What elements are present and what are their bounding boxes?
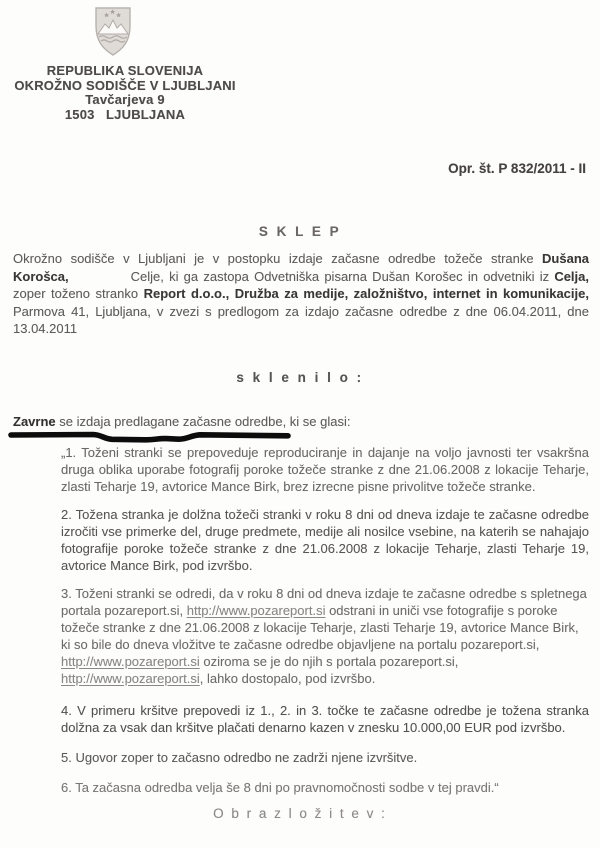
letterhead-line-country: REPUBLIKA SLOVENIJA (46, 63, 204, 78)
order-point-3-text: , lahko dostopalo, pod izvršbo. (199, 671, 376, 686)
ruling-rest: se izdaja predlagane začasne odredbe, ki se glasi: (55, 414, 351, 429)
order-point-1: „1. Toženi stranki se prepoveduje reproduciranje in dajanje na voljo javnosti ter vsakršna druga oblika uporabe fotografij poroke tožeče stranke z dne 21.06.2008 z lokacije Teharje, zlasti Teharje 19, avtorice Mance Birk, brez izrecne pisne privolitve tožeče stranke. (61, 445, 589, 494)
pozareport-url: http://www.pozareport.si (61, 671, 200, 686)
ruling-bold-word: Zavrne (13, 414, 56, 429)
defendant-name: Report d.o.o., Družba za medije, založništvo, internet in komunikacije, (143, 286, 589, 301)
case-number: Opr. št. P 832/2011 - II (448, 161, 586, 176)
order-point-6: 6. Ta začasna odredba velja še 8 dni po pravnomočnosti sodbe v tej pravdi.“ (61, 780, 499, 795)
order-point-2: 2. Tožena stranka je dolžna tožeči stranki v roku 8 dni od dneva izdaje te začasne odredbe izročiti vse primerke del, druge predmete, medije ali nosilce vsebine, na katerih se nahajajo fotografije poroke tožeče stranke z dne 21.06.2008 z lokacije Teharje, zlasti Teharje 19, avtorice Mance Birk, pod izvršbo. (61, 507, 589, 573)
order-point-3-text: odstrani in uniči vse fotografije s poroke tožeče stranke z dne 21.06.2008 z lokacije Teharje, zlasti Teharje 19, avtorice Mance Birk, ki so bile do dneva vložitve te začasne odredbe objavljene na portalu pozareport.si, (61, 603, 579, 652)
document-title: S K L E P (258, 224, 342, 239)
order-point-4: 4. V primeru kršitve prepovedi iz 1., 2. in 3. točke te začasne odredbe je tožena stranka dolžna za vsak dan kršitve plačati denarno kazen v znesku 10.000,00 EUR pod izvršbo. (61, 703, 589, 735)
order-quote-block (61, 444, 589, 807)
court-letterhead (4, 64, 246, 122)
order-point-3 (61, 585, 589, 687)
intro-paragraph (13, 250, 589, 338)
intro-text: zoper toženo stranko (13, 286, 144, 301)
plaintiff-name: Dušana Korošca, (13, 251, 589, 284)
intro-bold-text: Celja, (554, 268, 589, 284)
slovenia-coat-of-arms-icon (93, 7, 133, 57)
intro-text: Celje, ki ga zastopa Odvetniška pisarna Dušan Korošec in odvetniki iz (130, 268, 555, 284)
order-point-3-text: oziroma se je do njih s portala pozareport.si, (199, 654, 459, 669)
pozareport-url: http://www.pozareport.si (186, 603, 326, 618)
sklenilo-heading: s k l e n i l o : (236, 370, 364, 385)
letterhead-line-street: Tavčarjeva 9 (85, 92, 165, 107)
order-point-3-text: 3. Toženi stranki se odredi, da v roku 8 dni od dneva izdaje te začasne odredbe s spletnega portala pozareport.si, (61, 586, 587, 618)
intro-text: Parmova 41, Ljubljana, v zvezi s predlogom za izdajo začasne odredbe z dne 06.04.2011, dne 13.04.2011 (13, 303, 589, 336)
letterhead-line-court: OKROŽNO SODIŠČE V LJUBLJANI (14, 77, 236, 93)
pozareport-url: http://www.pozareport.si (61, 654, 200, 669)
letterhead-line-city: 1503 LJUBLJANA (64, 106, 186, 122)
obrazlozitev-heading: O b r a z l o ž i t e v : (213, 806, 387, 821)
intro-text: Okrožno sodišče v Ljubljani je v postopku izdaje začasne odredbe tožeče stranke (13, 251, 543, 266)
ruling-sentence (13, 414, 589, 429)
order-point-5: 5. Ugovor zoper to začasno odredbo ne zadrži njene izvršitve. (61, 750, 418, 765)
